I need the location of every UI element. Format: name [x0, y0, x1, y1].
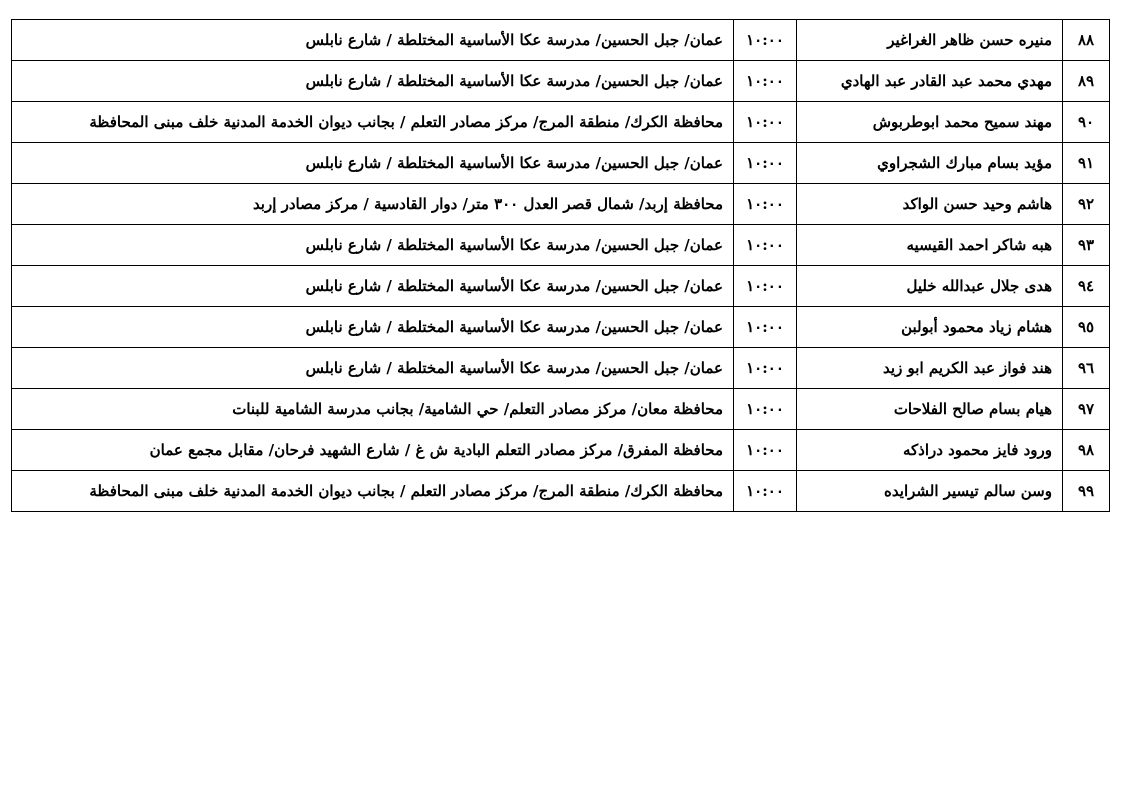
table-row [12, 430, 1110, 471]
row-number: ٩١ [1063, 143, 1110, 184]
time-cell: ١٠:٠٠ [734, 102, 797, 143]
table-row [12, 102, 1110, 143]
time-cell: ١٠:٠٠ [734, 266, 797, 307]
table-row [12, 225, 1110, 266]
schedule-table [11, 19, 1110, 512]
location-cell: محافظة معان/ مركز مصادر التعلم/ حي الشامية/ بجانب مدرسة الشامية للبنات [12, 389, 734, 430]
time-cell: ١٠:٠٠ [734, 61, 797, 102]
time-cell: ١٠:٠٠ [734, 184, 797, 225]
time-cell: ١٠:٠٠ [734, 430, 797, 471]
time-cell: ١٠:٠٠ [734, 348, 797, 389]
location-cell: محافظة الكرك/ منطقة المرج/ مركز مصادر التعلم / بجانب ديوان الخدمة المدنية خلف مبنى المحافظة [12, 471, 734, 512]
table-row [12, 184, 1110, 225]
location-cell: عمان/ جبل الحسين/ مدرسة عكا الأساسية المختلطة / شارع نابلس [12, 61, 734, 102]
location-cell: عمان/ جبل الحسين/ مدرسة عكا الأساسية المختلطة / شارع نابلس [12, 143, 734, 184]
row-number: ٨٨ [1063, 20, 1110, 61]
row-number: ٩٧ [1063, 389, 1110, 430]
time-cell: ١٠:٠٠ [734, 20, 797, 61]
row-number: ٩٦ [1063, 348, 1110, 389]
person-name: مهند سميح محمد ابوطربوش [797, 102, 1063, 143]
location-cell: محافظة إربد/ شمال قصر العدل ٣٠٠ متر/ دوار القادسية / مركز مصادر إربد [12, 184, 734, 225]
location-cell: محافظة المفرق/ مركز مصادر التعلم البادية ش غ / شارع الشهيد فرحان/ مقابل مجمع عمان [12, 430, 734, 471]
location-cell: عمان/ جبل الحسين/ مدرسة عكا الأساسية المختلطة / شارع نابلس [12, 266, 734, 307]
location-cell: عمان/ جبل الحسين/ مدرسة عكا الأساسية المختلطة / شارع نابلس [12, 307, 734, 348]
row-number: ٩٩ [1063, 471, 1110, 512]
person-name: ورود فايز محمود دراذكه [797, 430, 1063, 471]
person-name: مؤيد بسام مبارك الشجراوي [797, 143, 1063, 184]
row-number: ٩٣ [1063, 225, 1110, 266]
schedule-table-body [12, 20, 1110, 512]
table-row [12, 389, 1110, 430]
table-row [12, 307, 1110, 348]
row-number: ٨٩ [1063, 61, 1110, 102]
person-name: منيره حسن ظاهر الغراغير [797, 20, 1063, 61]
person-name: وسن سالم تيسير الشرايده [797, 471, 1063, 512]
person-name: هيام بسام صالح الفلاحات [797, 389, 1063, 430]
row-number: ٩٢ [1063, 184, 1110, 225]
table-row [12, 348, 1110, 389]
person-name: هشام زياد محمود أبولبن [797, 307, 1063, 348]
table-row [12, 61, 1110, 102]
location-cell: عمان/ جبل الحسين/ مدرسة عكا الأساسية المختلطة / شارع نابلس [12, 20, 734, 61]
location-cell: عمان/ جبل الحسين/ مدرسة عكا الأساسية المختلطة / شارع نابلس [12, 348, 734, 389]
person-name: هبه شاكر احمد القيسيه [797, 225, 1063, 266]
person-name: مهدي محمد عبد القادر عبد الهادي [797, 61, 1063, 102]
table-row [12, 266, 1110, 307]
location-cell: عمان/ جبل الحسين/ مدرسة عكا الأساسية المختلطة / شارع نابلس [12, 225, 734, 266]
row-number: ٩٠ [1063, 102, 1110, 143]
table-row [12, 471, 1110, 512]
time-cell: ١٠:٠٠ [734, 225, 797, 266]
location-cell: محافظة الكرك/ منطقة المرج/ مركز مصادر التعلم / بجانب ديوان الخدمة المدنية خلف مبنى المحافظة [12, 102, 734, 143]
table-row [12, 20, 1110, 61]
row-number: ٩٤ [1063, 266, 1110, 307]
time-cell: ١٠:٠٠ [734, 471, 797, 512]
row-number: ٩٥ [1063, 307, 1110, 348]
table-row [12, 143, 1110, 184]
time-cell: ١٠:٠٠ [734, 143, 797, 184]
time-cell: ١٠:٠٠ [734, 307, 797, 348]
time-cell: ١٠:٠٠ [734, 389, 797, 430]
person-name: هاشم وحيد حسن الواكد [797, 184, 1063, 225]
person-name: هند فواز عبد الكريم ابو زيد [797, 348, 1063, 389]
person-name: هدى جلال عبدالله خليل [797, 266, 1063, 307]
row-number: ٩٨ [1063, 430, 1110, 471]
